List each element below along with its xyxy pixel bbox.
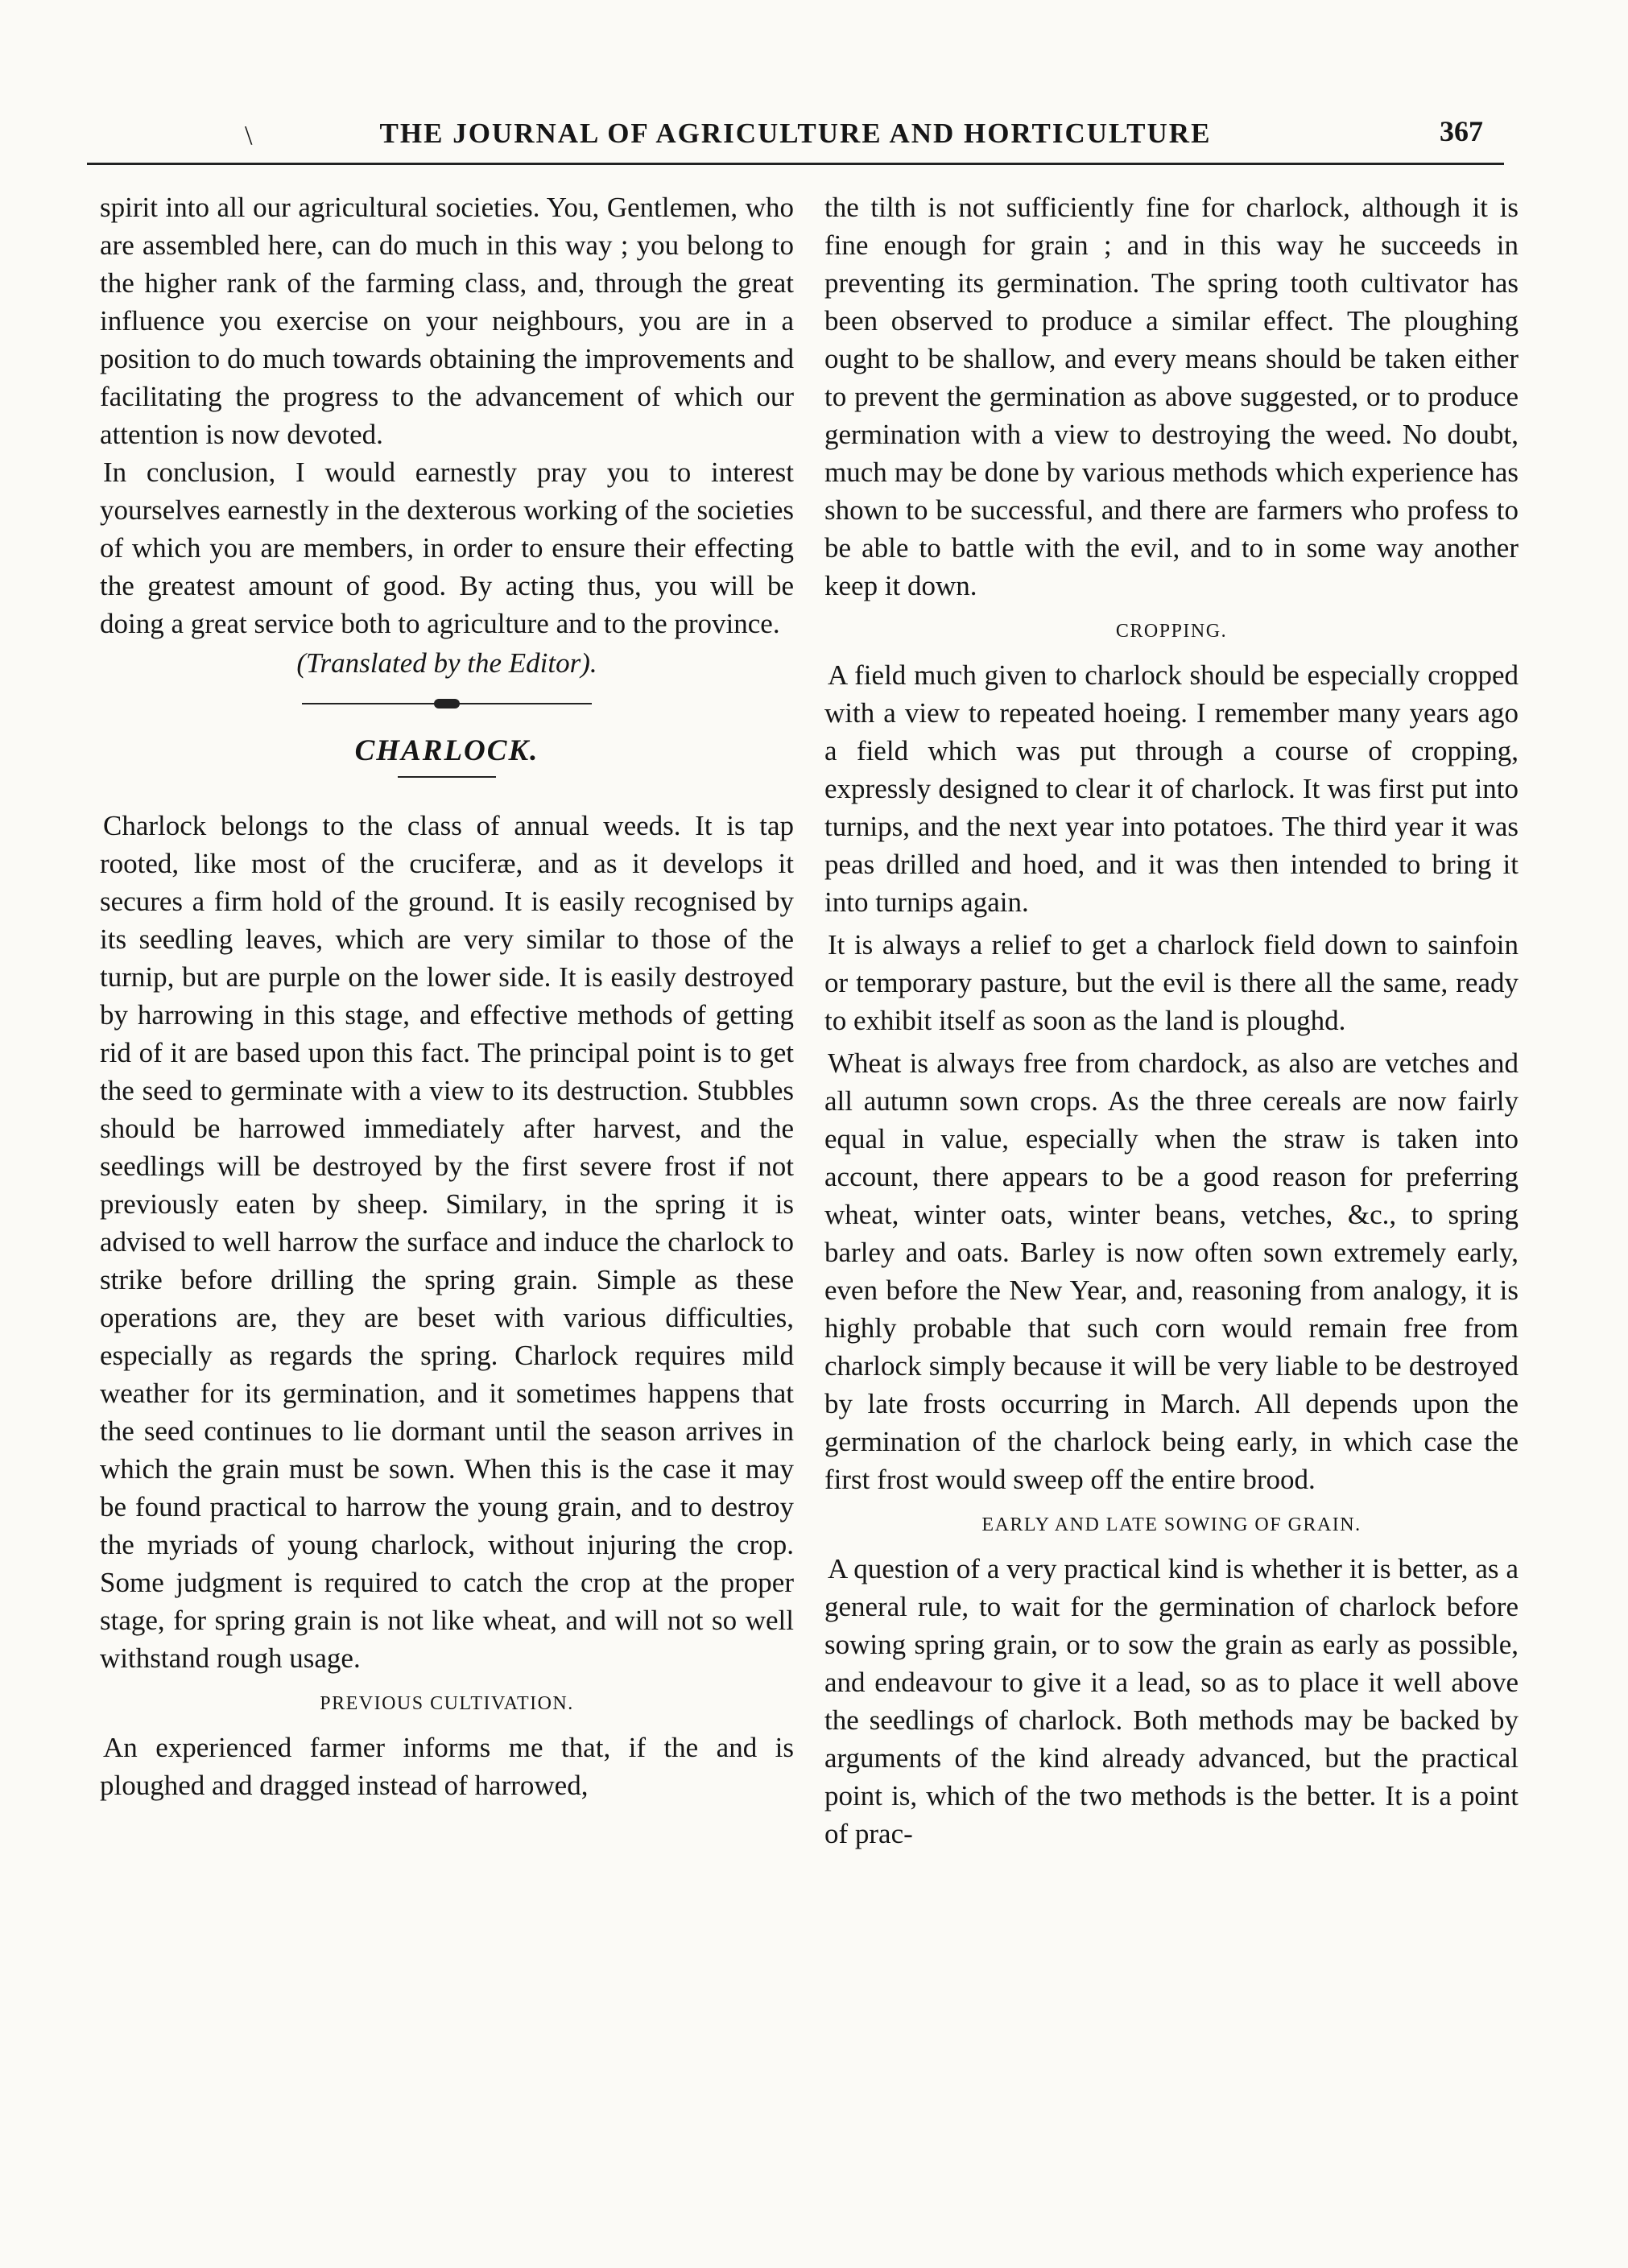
subheading-previous-cultivation: PREVIOUS CULTIVATION. [320,1693,574,1714]
credit-text: (Translated by the Editor). [296,647,597,679]
paragraph: A question of a very practical kind is whether it is better, as a general rule, to wait for the germination of charlock before sowing spring grain, or to sow the grain as early as possible, and endeavour to give it a lead, so as to place it well above the seedlings of charlock. Both methods may be backed by arguments of the kind already advanced, but the practical point is, which of the two methods is the better. It is a point of prac- [824,1553,1519,1849]
subheading-cropping: CROPPING. [1115,621,1228,642]
paragraph: Charlock belongs to the class of annual weeds. It is tap rooted, like most of the cruciferæ, and as it develops it secures a firm hold of the ground. It is easily recognised by its seedling leaves, which are very similar to those of the turnip, but are purple on the lower side. It is easily destroyed by harrowing in this stage, and effective methods of getting rid of it are based upon this fact. The principal point is to get the seed to germinate with a view to its destruction. Stubbles should be harrowed immediately after harvest, and the seedlings will be destroyed by the first severe frost if not previously eaten by sheep. Similary, in the spring it is advised to well harrow the surface and induce the charlock to strike before drilling the spring grain. Simple as these operations are, they are beset with various difficulties, especially as regards the spring. Charlock requires mild weather for its germination, and it sometimes happens that the seed continues to lie dormant until the season arrives in which the grain must be sown. When this is the case it may be found practical to harrow the young grain, and to destroy the myriads of young charlock, without injuring the crop. Some judgment is required to catch the crop at the proper stage, for spring grain is not like wheat, and will not so well withstand rough usage. [100,810,794,1674]
left-column [100,188,794,1804]
page-header [87,103,1504,165]
paragraph: spirit into all our agricultural societies. You, Gentlemen, who are assembled here, can do much in this way ; you belong to the higher rank of the farming class, and, through the great influence you exercise on your neighbours, you are in a position to do much towards obtaining the improvements and facilitating the progress to the advancement of which our attention is now devoted. [100,192,794,450]
paragraph: In conclusion, I would earnestly pray you to interest yourselves earnestly in the dexterous working of the societies of which you are members, in order to ensure their effecting the greatest amount of good. By acting thus, you will be doing a great service both to agriculture and to the province. [100,456,794,639]
paragraph: It is always a relief to get a charlock field down to sainfoin or temporary pasture, but the evil is there all the same, ready to exhibit itself as soon as the land is ploughd. [824,929,1519,1036]
subheading-early-late-sowing: EARLY AND LATE SOWING OF GRAIN. [981,1514,1361,1535]
title-rule [398,776,496,778]
paragraph: the tilth is not sufficiently fine for charlock, although it is fine enough for grain ; and in this way he succeeds in preventing its germination. The spring tooth cultivator has been observed to produce a similar effect. The ploughing ought to be shallow, and every means should be taken either to prevent the germination as above suggested, or to produce germination with a view to destroying the weed. No doubt, much may be done by various methods which experience has shown to be successful, and there are farmers who profess to be able to battle with the evil, and to in some way another keep it down. [824,192,1519,601]
running-title: THE JOURNAL OF AGRICULTURE AND HORTICULTURE [379,118,1212,149]
paragraph: An experienced farmer informs me that, if the and is ploughed and dragged instead of harrowed, [100,1732,794,1801]
page-number: 367 [1440,115,1483,147]
section-title: CHARLOCK. [354,734,539,767]
rule-ornament-dot [434,699,460,708]
paragraph: Wheat is always free from chardock, as also are vetches and all autumn sown crops. As the three cereals are now fairly equal in value, especially when the straw is taken into account, there appears to be a good reason for preferring wheat, winter oats, winter beans, vetches, &c., to spring barley and oats. Barley is now often sown extremely early, even before the New Year, and, reasoning from analogy, it is highly probable that such corn would remain free from charlock simply because it will be very liable to be destroyed by late frosts occurring in March. All depends upon the germination of the charlock being early, in which case the first frost would sweep off the entire brood. [824,1047,1519,1495]
header-mark: \ [245,121,253,151]
translation-credit [100,644,794,682]
right-column [824,188,1519,1853]
ornamental-rule [302,692,592,716]
paragraph: A field much given to charlock should be especially cropped with a view to repeated hoeing. I remember many years ago a field which was put through a course of cropping, expressly designed to clear it of charlock. It was first put into turnips, and the next year into potatoes. The third year it was peas drilled and hoed, and it was then intended to bring it into turnips again. [824,659,1519,918]
